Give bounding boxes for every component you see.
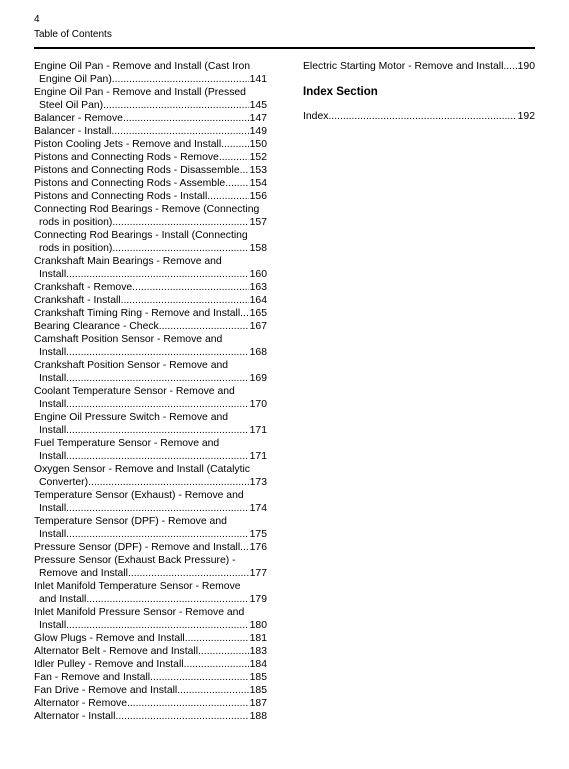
- toc-entry-title: Engine Oil Pan): [39, 74, 112, 85]
- toc-entry-line: [34, 177, 267, 190]
- section-title: Table of Contents: [34, 29, 112, 40]
- dot-leader: [219, 151, 249, 164]
- toc-page-number: 160: [249, 269, 267, 280]
- toc-entry-title: Remove and Install: [39, 568, 128, 579]
- toc-entry-title: Fan - Remove and Install: [34, 672, 151, 683]
- toc-entry[interactable]: [34, 281, 267, 294]
- toc-page-number: 153: [249, 165, 267, 176]
- toc-entry-line: [34, 190, 267, 203]
- toc-entry-title: Bearing Clearance - Check: [34, 321, 159, 332]
- toc-entry-title: Pistons and Connecting Rods - Remove: [34, 152, 219, 163]
- toc-page-number: 185: [249, 685, 267, 696]
- toc-page-number: 165: [249, 308, 267, 319]
- toc-page-number: 179: [249, 594, 267, 605]
- toc-page-number: 183: [249, 646, 267, 657]
- index-section-heading: Index Section: [303, 86, 378, 98]
- toc-entry-line: [34, 593, 267, 606]
- toc-entry-title: Inlet Manifold Pressure Sensor - Remove and: [34, 607, 245, 618]
- toc-entry[interactable]: [34, 255, 267, 281]
- dot-leader: [225, 177, 248, 190]
- toc-entry-title: Idler Pulley - Remove and Install: [34, 659, 184, 670]
- toc-page-number: 180: [249, 620, 267, 631]
- toc-entry-line: [34, 684, 267, 697]
- toc-entry[interactable]: [34, 294, 267, 307]
- toc-page-number: 171: [249, 425, 267, 436]
- toc-entry-title: Coolant Temperature Sensor - Remove and: [34, 386, 235, 397]
- toc-entry-title: Steel Oil Pan): [39, 100, 104, 111]
- toc-entry-line: [34, 229, 267, 242]
- toc-entry-line: [34, 398, 267, 411]
- toc-entry-line: [34, 632, 267, 645]
- toc-entry-line: [34, 164, 267, 177]
- toc-entry-line: [34, 294, 267, 307]
- toc-page-number: 158: [249, 243, 267, 254]
- toc-entry[interactable]: [34, 60, 267, 86]
- toc-entry[interactable]: [34, 658, 267, 671]
- toc-entry-title: Temperature Sensor (DPF) - Remove and: [34, 516, 227, 527]
- toc-page-number: 168: [249, 347, 267, 358]
- dot-leader: [66, 424, 249, 437]
- dot-leader: [121, 294, 249, 307]
- toc-entry-line: [34, 437, 267, 450]
- toc-entry-line: [34, 60, 267, 73]
- toc-page-number: 174: [249, 503, 267, 514]
- toc-entry-line: [34, 372, 267, 385]
- toc-entry-title: Engine Oil Pan - Remove and Install (Cast Iron: [34, 61, 250, 72]
- toc-entry[interactable]: [34, 125, 267, 138]
- toc-entry-line: [34, 203, 267, 216]
- toc-entry-title: Install: [39, 373, 67, 384]
- dot-leader: [150, 671, 249, 684]
- toc-entry-title: Install: [39, 451, 67, 462]
- toc-entry-line: [34, 151, 267, 164]
- toc-entry-title: Install: [39, 425, 67, 436]
- toc-entry-title: Install: [39, 529, 67, 540]
- toc-page-number: 169: [249, 373, 267, 384]
- dot-leader: [221, 138, 249, 151]
- toc-page-number: 192: [517, 111, 535, 122]
- toc-entry[interactable]: [34, 671, 267, 684]
- toc-right-top-entries: [303, 60, 535, 73]
- toc-page-number: 157: [249, 217, 267, 228]
- toc-entry-line: [34, 86, 267, 99]
- toc-entry-title: Install: [39, 503, 67, 514]
- header-rule: [34, 47, 535, 49]
- dot-leader: [123, 112, 249, 125]
- toc-entry-title: Electric Starting Motor - Remove and Install: [303, 61, 504, 72]
- toc-entry-title: Connecting Rod Bearings - Remove (Connecting: [34, 204, 260, 215]
- toc-entry[interactable]: [34, 710, 267, 723]
- toc-entry-title: Alternator - Remove: [34, 698, 127, 709]
- dot-leader: [66, 346, 249, 359]
- dot-leader: [66, 268, 249, 281]
- toc-entry-title: Pistons and Connecting Rods - Assemble: [34, 178, 226, 189]
- page-number: 4: [34, 14, 40, 25]
- toc-entry-title: Balancer - Install: [34, 126, 112, 137]
- toc-page-number: 188: [249, 711, 267, 722]
- toc-entry[interactable]: [34, 411, 267, 437]
- toc-page-number: 176: [249, 542, 267, 553]
- toc-entry-title: Install: [39, 620, 67, 631]
- toc-entry-line: [34, 320, 267, 333]
- toc-entry-line: [34, 541, 267, 554]
- toc-entry-title: Camshaft Position Sensor - Remove and: [34, 334, 223, 345]
- toc-page-number: 141: [249, 74, 267, 85]
- toc-page-number: 152: [249, 152, 267, 163]
- dot-leader: [128, 567, 249, 580]
- toc-entry-line: [34, 502, 267, 515]
- toc-entry-line: [34, 450, 267, 463]
- toc-entry-line: [34, 255, 267, 268]
- dot-leader: [159, 320, 249, 333]
- toc-page-number: 173: [249, 477, 267, 488]
- toc-page-number: 171: [249, 451, 267, 462]
- dot-leader: [66, 528, 249, 541]
- dot-leader: [66, 450, 249, 463]
- toc-entry-line: [34, 489, 267, 502]
- toc-entry[interactable]: [34, 359, 267, 385]
- toc-entry[interactable]: [34, 541, 267, 554]
- toc-entry[interactable]: [34, 229, 267, 255]
- toc-entry-line: [34, 554, 267, 567]
- toc-entry-line: [34, 346, 267, 359]
- toc-entry-line: [34, 515, 267, 528]
- toc-entry-title: Engine Oil Pan - Remove and Install (Pressed: [34, 87, 246, 98]
- toc-entry[interactable]: [303, 110, 535, 123]
- toc-entry-title: Pistons and Connecting Rods - Install: [34, 191, 208, 202]
- dot-leader: [66, 372, 249, 385]
- toc-index-entries: [303, 110, 535, 123]
- dot-leader: [127, 697, 249, 710]
- dot-leader: [177, 684, 248, 697]
- toc-entry[interactable]: [34, 684, 267, 697]
- dot-leader: [328, 110, 516, 123]
- toc-entry-line: [303, 110, 535, 123]
- toc-entry-title: Install: [39, 269, 67, 280]
- toc-entry-title: Crankshaft Main Bearings - Remove and: [34, 256, 222, 267]
- dot-leader: [132, 281, 248, 294]
- toc-entry[interactable]: [34, 138, 267, 151]
- toc-entry[interactable]: [34, 463, 267, 489]
- dot-leader: [112, 242, 248, 255]
- toc-page-number: 154: [249, 178, 267, 189]
- toc-page-number: 150: [249, 139, 267, 150]
- dot-leader: [66, 502, 249, 515]
- toc-entry-title: rods in position): [39, 217, 113, 228]
- toc-entry-line: [34, 138, 267, 151]
- toc-entry-title: Crankshaft - Remove: [34, 282, 133, 293]
- toc-entry-line: [34, 697, 267, 710]
- toc-page-number: 167: [249, 321, 267, 332]
- toc-page-number: 190: [517, 61, 535, 72]
- toc-page-number: 170: [249, 399, 267, 410]
- toc-entry-title: Connecting Rod Bearings - Install (Connecting: [34, 230, 248, 241]
- toc-entry-line: [34, 619, 267, 632]
- toc-entry[interactable]: [34, 489, 267, 515]
- toc-entry[interactable]: [34, 86, 267, 112]
- toc-entry[interactable]: [34, 112, 267, 125]
- toc-entry-title: Crankshaft - Install: [34, 295, 121, 306]
- toc-entry[interactable]: [34, 606, 267, 632]
- toc-entry-line: [34, 359, 267, 372]
- dot-leader: [207, 190, 248, 203]
- toc-entry-line: [34, 528, 267, 541]
- toc-entry[interactable]: [34, 645, 267, 658]
- toc-entry[interactable]: [34, 164, 267, 177]
- toc-entry-line: [34, 645, 267, 658]
- toc-entry-line: [34, 385, 267, 398]
- toc-column-left: [34, 60, 267, 723]
- dot-leader: [66, 398, 249, 411]
- toc-entry-line: [34, 99, 267, 112]
- toc-entry[interactable]: [34, 151, 267, 164]
- toc-entry-line: [34, 658, 267, 671]
- toc-entry-title: Piston Cooling Jets - Remove and Install: [34, 139, 222, 150]
- toc-entry-title: Glow Plugs - Remove and Install: [34, 633, 185, 644]
- toc-entry-line: [34, 73, 267, 86]
- toc-entry[interactable]: [34, 190, 267, 203]
- toc-entry-title: Pressure Sensor (DPF) - Remove and Install: [34, 542, 241, 553]
- toc-page-number: 185: [249, 672, 267, 683]
- dot-leader: [111, 125, 248, 138]
- toc-entry-title: rods in position): [39, 243, 113, 254]
- toc-entry-line: [34, 463, 267, 476]
- toc-entry-line: [34, 411, 267, 424]
- toc-column-right: [303, 60, 535, 123]
- toc-page-number: 177: [249, 568, 267, 579]
- toc-entry[interactable]: [34, 632, 267, 645]
- toc-entry-line: [34, 567, 267, 580]
- toc-entry-line: [34, 112, 267, 125]
- dot-leader: [240, 164, 249, 177]
- toc-entry-title: Install: [39, 347, 67, 358]
- toc-entry[interactable]: [34, 580, 267, 606]
- toc-entry[interactable]: [34, 385, 267, 411]
- dot-leader: [503, 60, 516, 73]
- toc-entry-line: [34, 268, 267, 281]
- dot-leader: [198, 645, 249, 658]
- toc-entry-line: [34, 580, 267, 593]
- toc-entry-title: Oxygen Sensor - Remove and Install (Catalytic: [34, 464, 250, 475]
- toc-entry[interactable]: [34, 515, 267, 541]
- toc-entry-title: Pistons and Connecting Rods - Disassemble: [34, 165, 240, 176]
- toc-entry-line: [34, 216, 267, 229]
- toc-entry[interactable]: [34, 203, 267, 229]
- toc-entry-title: Temperature Sensor (Exhaust) - Remove and: [34, 490, 244, 501]
- dot-leader: [66, 619, 249, 632]
- dot-leader: [184, 658, 249, 671]
- toc-entry-title: Index: [303, 111, 329, 122]
- toc-entry-line: [34, 307, 267, 320]
- dot-leader: [240, 307, 248, 320]
- toc-page-number: 175: [249, 529, 267, 540]
- toc-entry[interactable]: [34, 307, 267, 320]
- dot-leader: [112, 73, 249, 86]
- toc-page-number: 163: [249, 282, 267, 293]
- toc-entry-title: Converter): [39, 477, 89, 488]
- toc-entry-title: Fuel Temperature Sensor - Remove and: [34, 438, 220, 449]
- toc-entry[interactable]: [303, 60, 535, 73]
- toc-entry-title: Alternator Belt - Remove and Install: [34, 646, 199, 657]
- toc-entry-title: Engine Oil Pressure Switch - Remove and: [34, 412, 229, 423]
- toc-entry[interactable]: [34, 320, 267, 333]
- toc-entry-title: and Install: [39, 594, 87, 605]
- toc-entry[interactable]: [34, 437, 267, 463]
- toc-entry-title: Crankshaft Timing Ring - Remove and Install: [34, 308, 241, 319]
- dot-leader: [185, 632, 249, 645]
- toc-entry-line: [34, 424, 267, 437]
- toc-entry[interactable]: [34, 554, 267, 580]
- dot-leader: [112, 216, 248, 229]
- toc-page-number: 149: [249, 126, 267, 137]
- toc-entry-line: [34, 606, 267, 619]
- toc-entry-line: [34, 476, 267, 489]
- toc-entry[interactable]: [34, 333, 267, 359]
- toc-entry-title: Balancer - Remove: [34, 113, 123, 124]
- toc-entry[interactable]: [34, 177, 267, 190]
- dot-leader: [240, 541, 249, 554]
- toc-entry-line: [34, 333, 267, 346]
- toc-page-number: 187: [249, 698, 267, 709]
- toc-entry-line: [303, 60, 535, 73]
- dot-leader: [86, 593, 248, 606]
- toc-entry-title: Crankshaft Position Sensor - Remove and: [34, 360, 229, 371]
- toc-entry-title: Inlet Manifold Temperature Sensor - Remove: [34, 581, 241, 592]
- dot-leader: [103, 99, 249, 112]
- toc-page-number: 156: [249, 191, 267, 202]
- toc-entry-line: [34, 242, 267, 255]
- toc-entry-title: Install: [39, 399, 67, 410]
- dot-leader: [88, 476, 249, 489]
- toc-page-number: 147: [249, 113, 267, 124]
- toc-entry-line: [34, 710, 267, 723]
- toc-entry-title: Fan Drive - Remove and Install: [34, 685, 178, 696]
- toc-entry[interactable]: [34, 697, 267, 710]
- toc-page-number: 164: [249, 295, 267, 306]
- toc-page-number: 145: [249, 100, 267, 111]
- dot-leader: [115, 710, 248, 723]
- toc-page-number: 181: [249, 633, 267, 644]
- toc-entry-line: [34, 281, 267, 294]
- toc-entry-line: [34, 125, 267, 138]
- toc-entry-line: [34, 671, 267, 684]
- toc-entry-title: Alternator - Install: [34, 711, 116, 722]
- toc-entry-title: Pressure Sensor (Exhaust Back Pressure) -: [34, 555, 236, 566]
- toc-page-number: 184: [249, 659, 267, 670]
